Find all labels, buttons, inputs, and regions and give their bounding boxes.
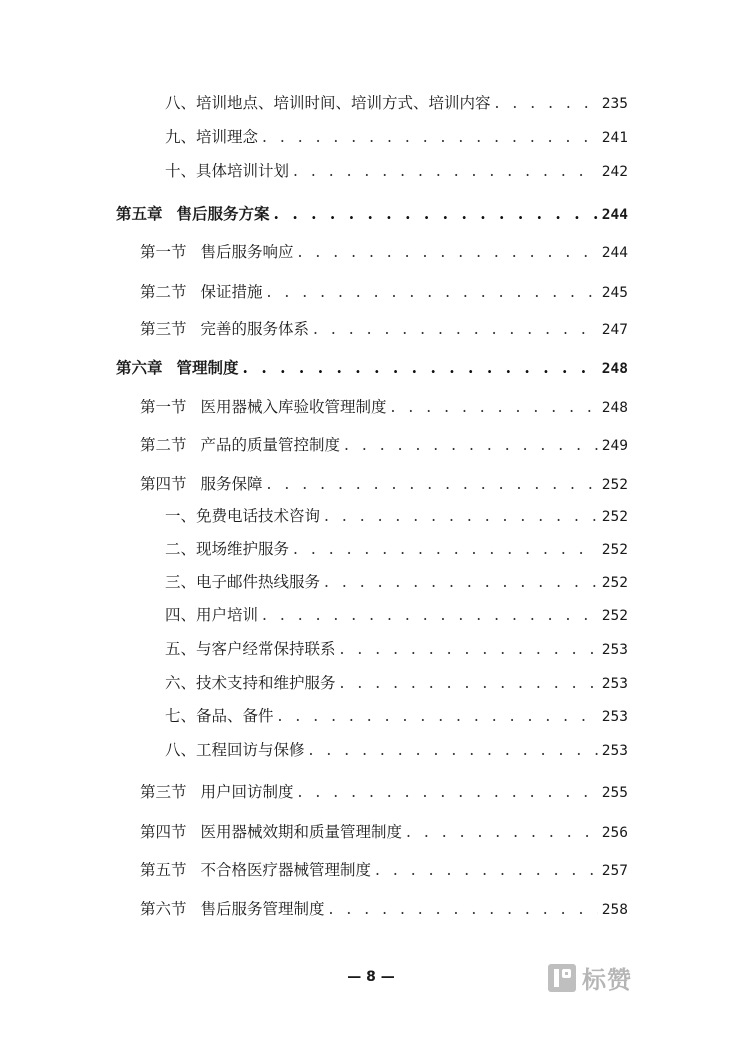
watermark xyxy=(548,960,632,995)
toc-entry-title: 医用器械效期和质量管理制度 xyxy=(200,823,403,841)
dot-leader xyxy=(274,204,598,224)
dot-leader xyxy=(298,242,598,262)
toc-entry-page-number: 244 xyxy=(601,245,628,261)
toc-entry-prefix: 第四节 xyxy=(140,475,187,493)
toc-entry-page-number: 235 xyxy=(601,96,628,112)
toc-entry-prefix: 第六节 xyxy=(140,900,187,918)
toc-entry-chapter xyxy=(116,204,628,225)
toc-entry-item xyxy=(165,93,628,114)
toc-entry-page-number: 245 xyxy=(601,285,628,301)
toc-entry-title: 售后服务管理制度 xyxy=(200,900,325,918)
toc-entry-section xyxy=(140,397,628,418)
toc-entry-title: 一、免费电话技术咨询 xyxy=(165,507,321,525)
toc-entry-prefix: 第二节 xyxy=(140,283,187,301)
dot-leader xyxy=(262,605,598,625)
toc-entry-section xyxy=(140,899,628,920)
toc-entry-prefix: 第三节 xyxy=(140,320,187,338)
toc-entry-title: 售后服务响应 xyxy=(200,243,294,261)
dot-leader xyxy=(340,639,598,659)
toc-entry-page-number: 249 xyxy=(601,438,628,454)
toc-entry-page-number: 252 xyxy=(601,542,628,558)
toc-entry-title: 二、现场维护服务 xyxy=(165,540,290,558)
toc-entry-item xyxy=(165,706,628,727)
dot-leader xyxy=(495,93,598,113)
toc-entry-section xyxy=(140,435,628,456)
dot-leader xyxy=(340,673,598,693)
toc-entry-page-number: 252 xyxy=(601,477,628,493)
toc-entry-section xyxy=(140,782,628,803)
toc-entry-page-number: 257 xyxy=(601,863,628,879)
toc-entry-item xyxy=(165,740,628,761)
toc-entry-title: 九、培训理念 xyxy=(165,128,259,146)
dot-leader xyxy=(406,822,598,842)
toc-entry-page-number: 253 xyxy=(601,676,628,692)
toc-entry-page-number: 258 xyxy=(601,902,628,918)
toc-entry-prefix: 第五章 xyxy=(116,204,163,223)
dot-leader xyxy=(344,435,598,455)
toc-entry-section xyxy=(140,822,628,843)
page-number: — 8 — xyxy=(347,969,395,985)
toc-entry-title: 八、培训地点、培训时间、培训方式、培训内容 xyxy=(165,94,491,112)
dot-leader xyxy=(313,319,598,339)
toc-entry-page-number: 248 xyxy=(601,361,628,377)
toc-entry-section xyxy=(140,860,628,881)
toc-entry-title: 完善的服务体系 xyxy=(200,320,310,338)
toc-entry-title: 产品的质量管控制度 xyxy=(200,436,341,454)
toc-entry-title: 四、用户培训 xyxy=(165,606,259,624)
toc-entry-title: 三、电子邮件热线服务 xyxy=(165,573,321,591)
toc-entry-prefix: 第五节 xyxy=(140,861,187,879)
toc-entry-section xyxy=(140,474,628,495)
dot-leader xyxy=(293,161,598,181)
dot-leader xyxy=(262,127,598,147)
dot-leader xyxy=(267,282,598,302)
toc-entry-page-number: 252 xyxy=(601,509,628,525)
dot-leader xyxy=(267,474,598,494)
toc-entry-title: 六、技术支持和维护服务 xyxy=(165,674,336,692)
dot-leader xyxy=(329,899,598,919)
watermark-logo-icon xyxy=(548,964,576,992)
toc-entry-page-number: 253 xyxy=(601,642,628,658)
toc-entry-chapter xyxy=(116,358,628,379)
toc-entry-page-number: 253 xyxy=(601,743,628,759)
dot-leader xyxy=(375,860,598,880)
toc-entry-page-number: 247 xyxy=(601,322,628,338)
toc-entry-title: 七、备品、备件 xyxy=(165,707,274,725)
toc-entry-title: 八、工程回访与保修 xyxy=(165,741,305,759)
dot-leader xyxy=(243,358,598,378)
toc-entry-page-number: 244 xyxy=(601,207,628,223)
toc-entry-title: 用户回访制度 xyxy=(200,783,294,801)
toc-entry-item xyxy=(165,539,628,560)
toc-entry-page-number: 256 xyxy=(601,825,628,841)
toc-entry-title: 医用器械入库验收管理制度 xyxy=(200,398,387,416)
toc-entry-page-number: 252 xyxy=(601,608,628,624)
toc-entry-item xyxy=(165,605,628,626)
toc-entry-prefix: 第二节 xyxy=(140,436,187,454)
toc-entry-title: 服务保障 xyxy=(200,475,263,493)
toc-entry-item xyxy=(165,639,628,660)
dot-leader xyxy=(324,506,598,526)
toc-entry-page-number: 248 xyxy=(601,400,628,416)
dot-leader xyxy=(278,706,598,726)
watermark-text: 标赞 xyxy=(582,966,632,994)
dot-leader xyxy=(391,397,598,417)
toc-entry-prefix: 第一节 xyxy=(140,243,187,261)
toc-entry-section xyxy=(140,242,628,263)
toc-entry-title: 保证措施 xyxy=(200,283,263,301)
toc-entry-page-number: 241 xyxy=(601,130,628,146)
dot-leader xyxy=(293,539,598,559)
toc-entry-title: 不合格医疗器械管理制度 xyxy=(200,861,372,879)
toc-entry-page-number: 255 xyxy=(601,785,628,801)
toc-entry-page-number: 252 xyxy=(601,575,628,591)
dot-leader xyxy=(309,740,598,760)
toc-entry-prefix: 第四节 xyxy=(140,823,187,841)
dot-leader xyxy=(324,572,598,592)
toc-entry-item xyxy=(165,506,628,527)
toc-entry-item xyxy=(165,673,628,694)
toc-entry-title: 十、具体培训计划 xyxy=(165,162,290,180)
dot-leader xyxy=(298,782,598,802)
toc-entry-section xyxy=(140,282,628,303)
toc-entry-item xyxy=(165,161,628,182)
toc-entry-prefix: 第三节 xyxy=(140,783,187,801)
toc-entry-prefix: 第六章 xyxy=(116,358,163,377)
toc-entry-section xyxy=(140,319,628,340)
toc-entry-title: 管理制度 xyxy=(176,358,239,377)
toc-entry-title: 五、与客户经常保持联系 xyxy=(165,640,336,658)
toc-entry-page-number: 242 xyxy=(601,164,628,180)
toc-entry-item xyxy=(165,572,628,593)
toc-entry-page-number: 253 xyxy=(601,709,628,725)
toc-entry-prefix: 第一节 xyxy=(140,398,187,416)
toc-entry-title: 售后服务方案 xyxy=(176,204,270,223)
toc-entry-item xyxy=(165,127,628,148)
